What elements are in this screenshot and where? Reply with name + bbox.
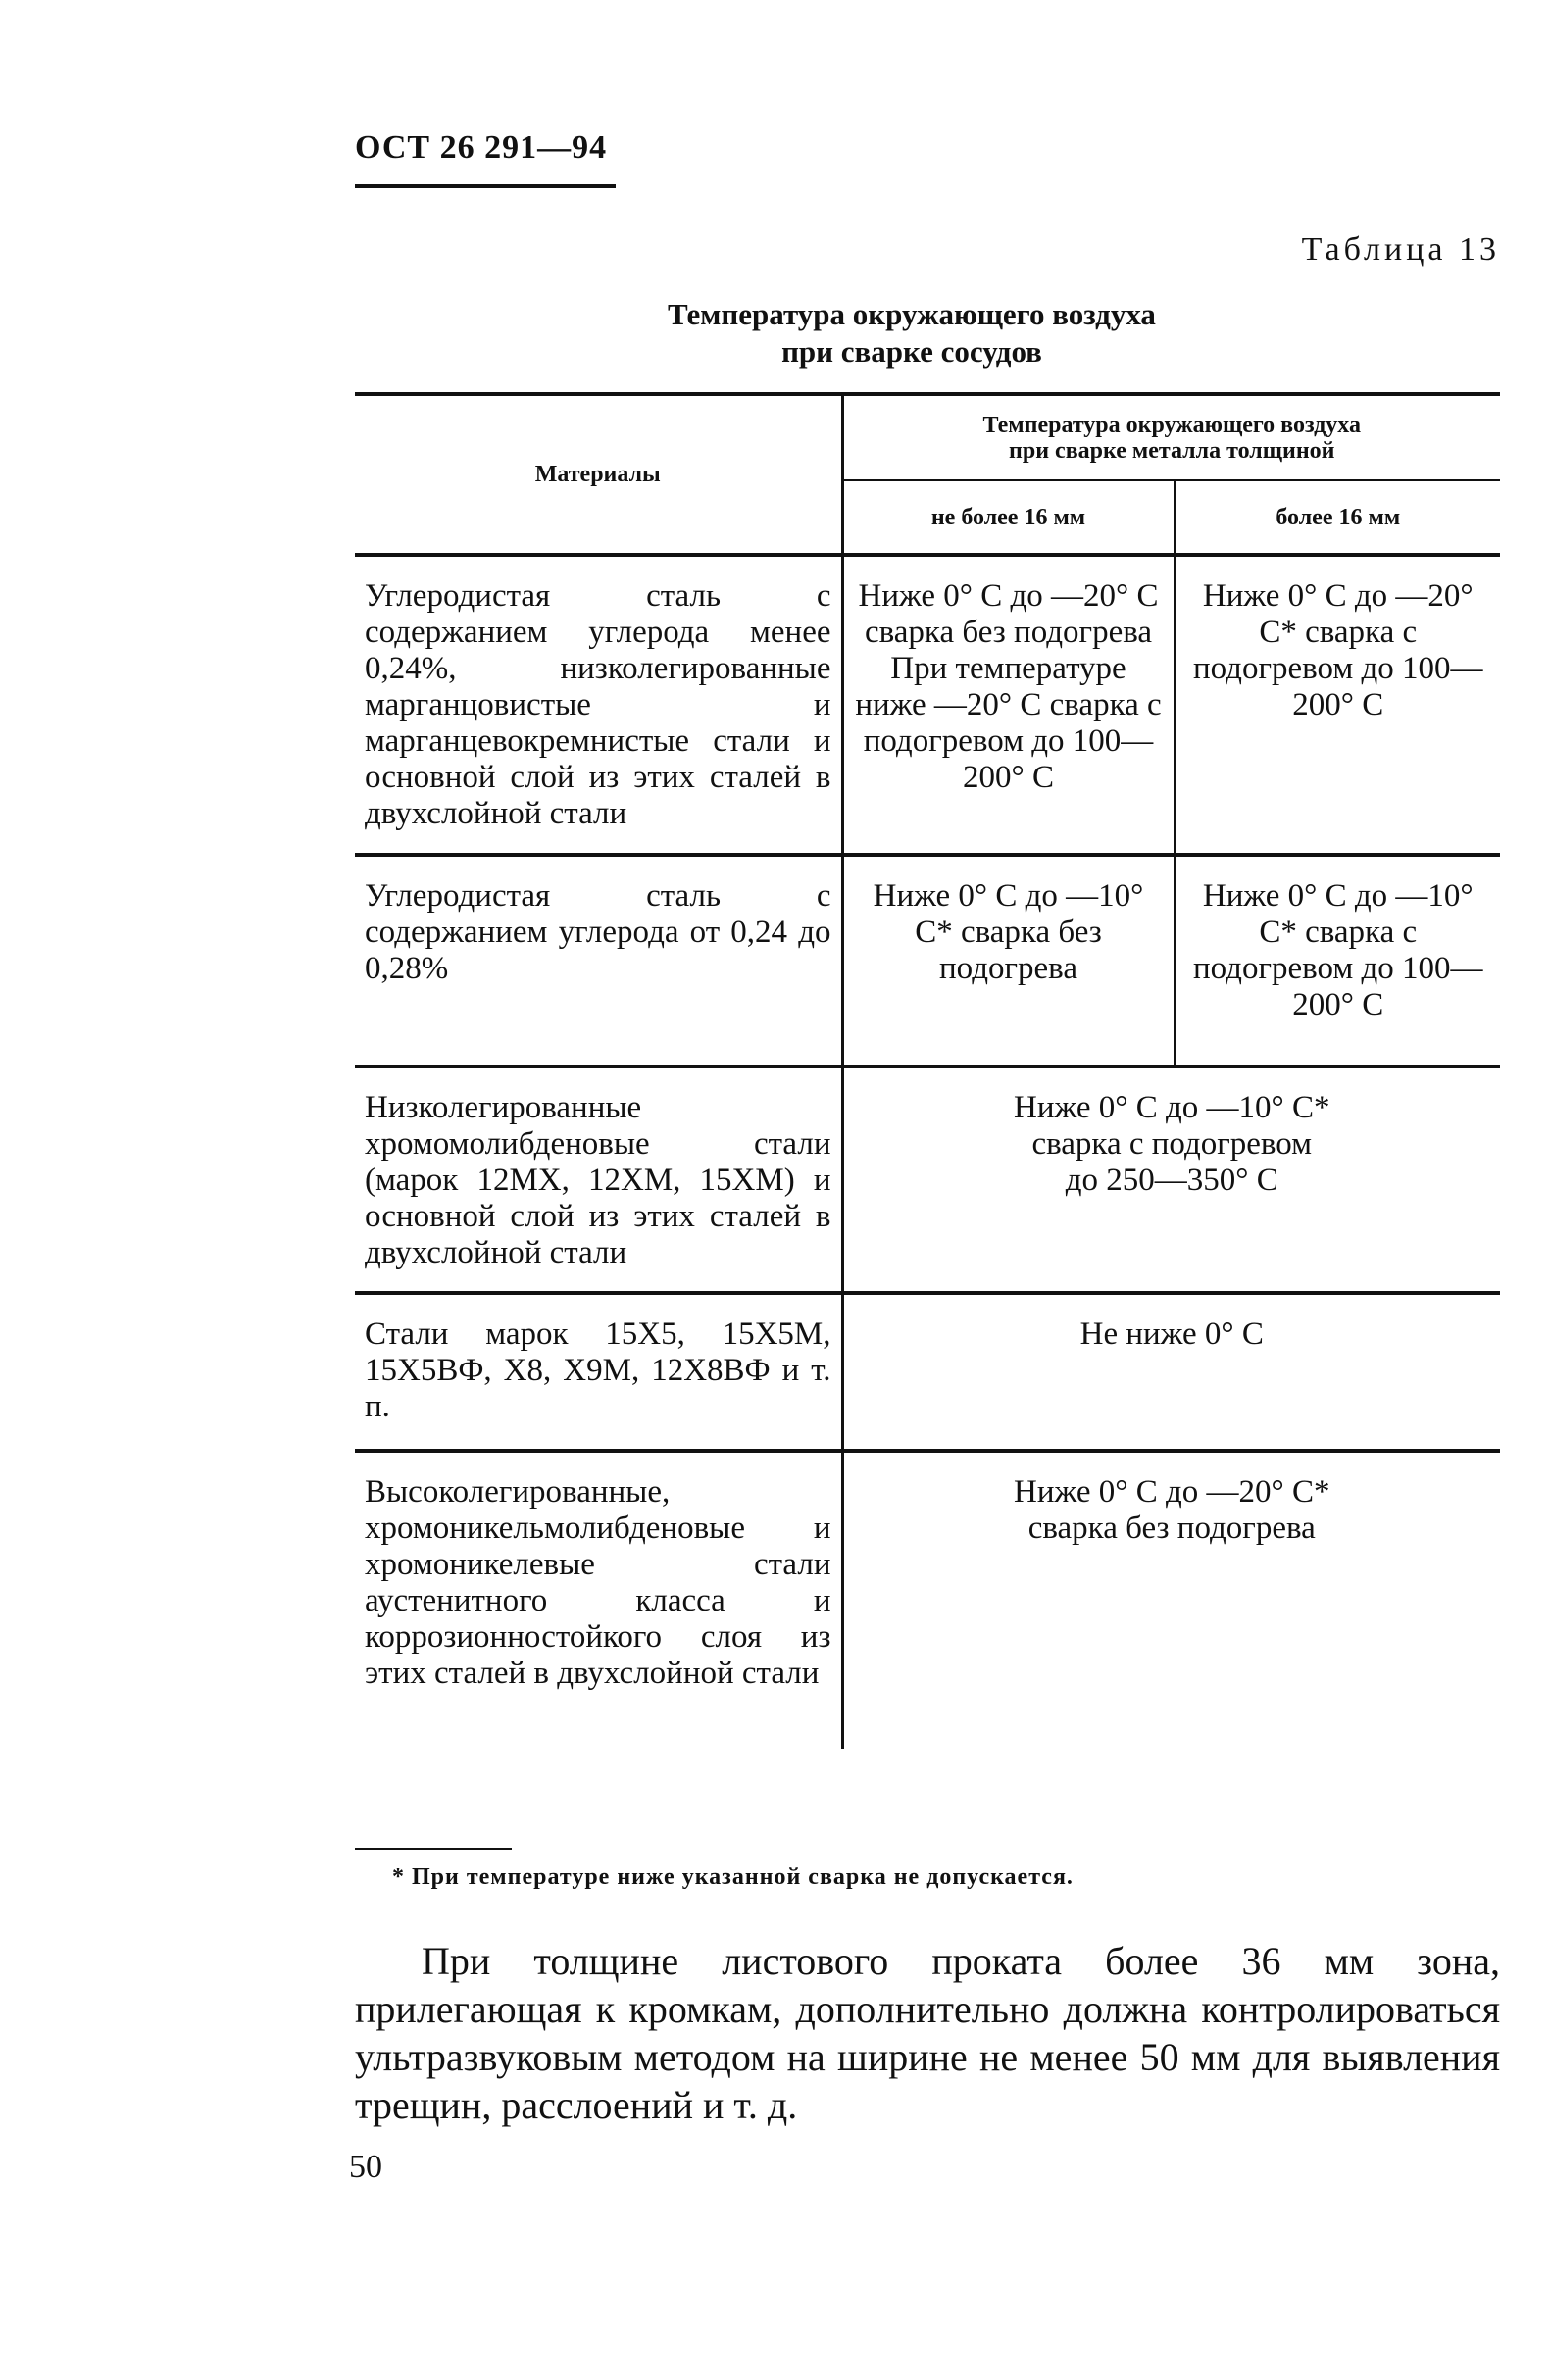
page-number: 50 — [349, 2149, 382, 2185]
welding-temperature-table — [355, 392, 1500, 1749]
temperature-cell-up-to-16 — [842, 555, 1175, 855]
body-paragraph: При толщине листового проката более 36 мм зона, прилегающая к кромкам, дополнительно должна контролироваться ультразвуковым методом на ширине не менее 50 мм для выявления трещин, расслоений и т. д. — [355, 1939, 1500, 2127]
table-row — [355, 1451, 1500, 1749]
temperature-line-2: сварка без подогрева — [1027, 1511, 1316, 1546]
temperature-line-3: до 250—350° С — [1065, 1163, 1278, 1198]
temperature-cell-combined — [842, 1066, 1500, 1293]
material-cell: Углеродистая сталь с содержанием углерода от 0,24 до 0,28% — [355, 855, 842, 1066]
material-cell: Углеродистая сталь с содержанием углерода менее 0,24%, низколегированные марганцовистые и марганцевокремнистые стали и основной слой из этих сталей в двухслойной стали — [355, 555, 842, 855]
temperature-text: Ниже 0° С до —10° С* сварка с подогревом до 100—200° С — [1192, 878, 1483, 1022]
table-title-line-2: при сварке сосудов — [781, 334, 1042, 369]
table-title-line-1: Температура окружающего воздуха — [668, 297, 1156, 331]
temperature-cell-over-16 — [1175, 555, 1500, 855]
table-row — [355, 1066, 1500, 1293]
footnote: * При температуре ниже указанной сварка не допускается. — [392, 1864, 1074, 1890]
header-thickness-up-to-16: не более 16 мм — [842, 480, 1175, 555]
table-row — [355, 555, 1500, 855]
header-temperature — [842, 394, 1500, 480]
table-title — [569, 296, 1255, 371]
temperature-line-1: Не ниже 0° С — [1079, 1316, 1264, 1352]
temperature-line-1: Ниже 0° С до —20° С* — [1014, 1474, 1330, 1510]
data-table — [355, 392, 1500, 1749]
temperature-text: Ниже 0° С до —10° С* сварка без подогрева — [873, 878, 1144, 986]
temperature-text-extra: При температуре ниже —20° С сварка с подогревом до 100—200° С — [855, 651, 1162, 795]
temperature-line-2: сварка с подогревом — [1031, 1126, 1313, 1162]
temperature-text: Ниже 0° С до —20° С сварка без подогрева — [858, 578, 1159, 650]
footnote-rule — [355, 1848, 512, 1850]
temperature-cell-combined — [842, 1451, 1500, 1749]
table-row — [355, 855, 1500, 1066]
material-cell: Стали марок 15Х5, 15Х5М, 15Х5ВФ, Х8, Х9М, 12Х8ВФ и т. п. — [355, 1293, 842, 1451]
temperature-cell-combined — [842, 1293, 1500, 1451]
temperature-line-1: Ниже 0° С до —10° С* — [1014, 1090, 1330, 1125]
header-materials: Материалы — [355, 394, 842, 555]
material-cell: Высоколегированные, хромоникельмолибденовые и хромоникелевые стали аустенитного класса и коррозионностойкого слоя из этих сталей в двухслойной стали — [355, 1451, 842, 1749]
header-temperature-line-1: Температура окружающего воздуха — [982, 412, 1361, 438]
material-cell: Низколегированные хромомолибденовые стали (марок 12МХ, 12ХМ, 15ХМ) и основной слой из этих сталей в двухслойной стали — [355, 1066, 842, 1293]
temperature-cell-up-to-16 — [842, 855, 1175, 1066]
table-number: Таблица 13 — [1301, 231, 1500, 268]
standard-code: ОСТ 26 291—94 — [355, 129, 608, 166]
temperature-cell-over-16 — [1175, 855, 1500, 1066]
temperature-text: Ниже 0° С до —20° С* сварка с подогревом до 100—200° С — [1192, 578, 1483, 722]
header-temperature-line-2: при сварке металла толщиной — [1009, 437, 1335, 464]
header-underline — [355, 184, 616, 188]
header-thickness-over-16: более 16 мм — [1276, 504, 1401, 530]
table-row — [355, 1293, 1500, 1451]
